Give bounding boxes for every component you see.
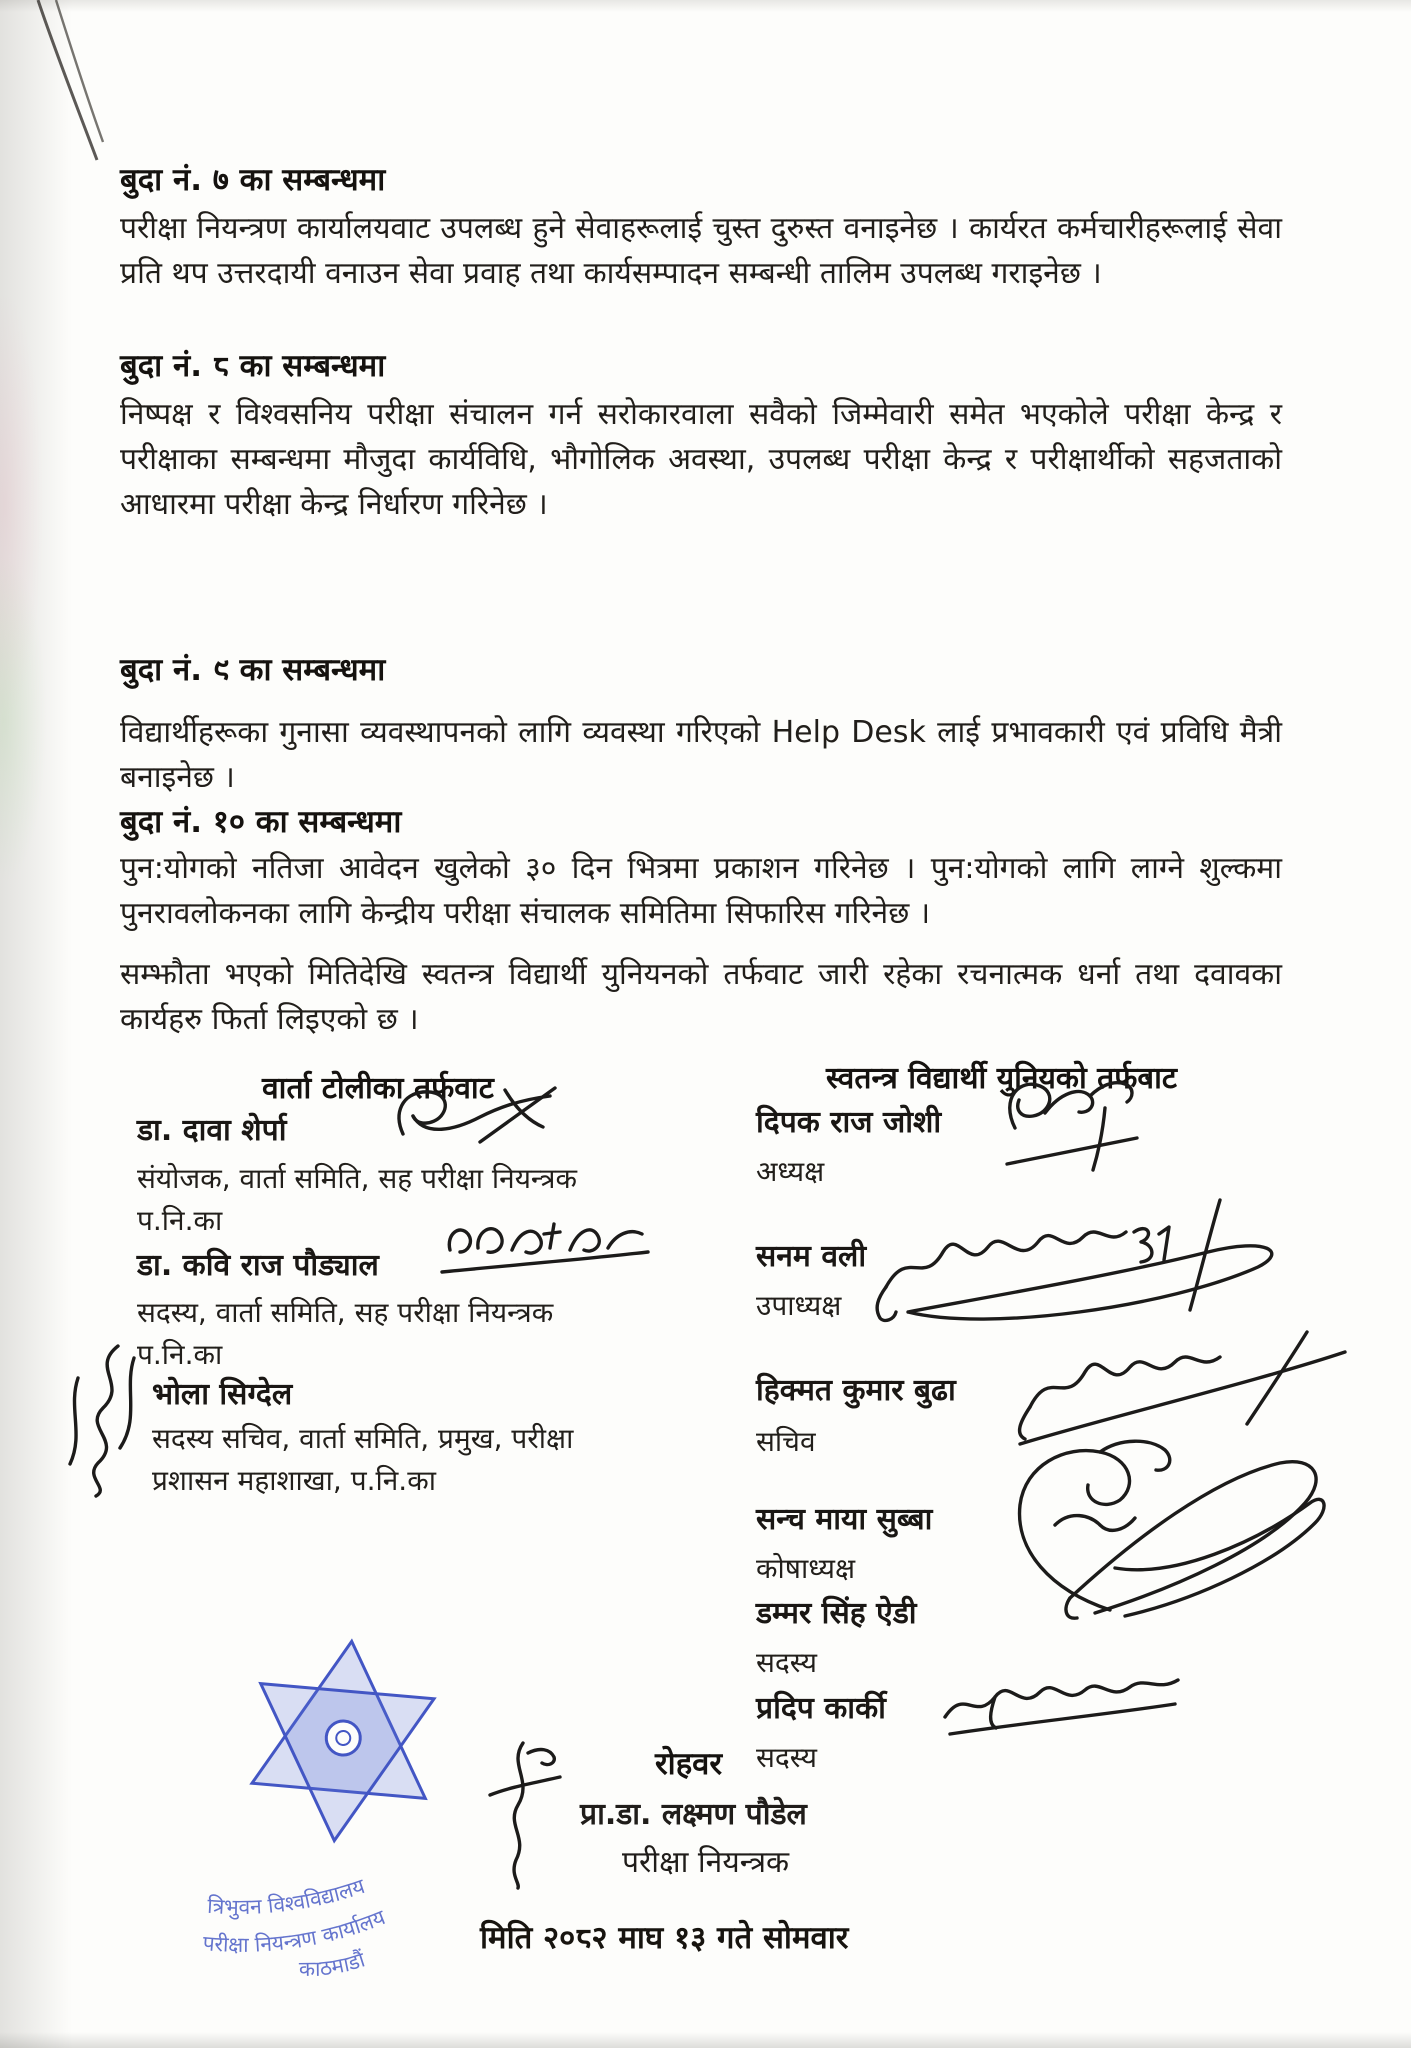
signature-dawa-sherpa [385,1082,565,1167]
scan-edge-top-shading [0,0,1411,12]
stamp-line1: त्रिभुवन विश्वविद्यालय [206,1874,368,1920]
signatory-name: डा. दावा शेर्पा [137,1113,287,1148]
signatory-name: डा. कवि राज पौड्याल [137,1248,379,1283]
office-stamp [138,1626,528,2026]
witness-name: प्रा.डा. लक्ष्मण पौडेल [580,1797,807,1832]
date-line: मिति २०८२ माघ १३ गते सोमवार [480,1920,849,1956]
signatory-org: प.नि.का [137,1338,223,1371]
signatory-role: सदस्य, वार्ता समिति, सह परीक्षा नियन्त्रक [137,1296,554,1329]
signatory-name: डम्मर सिंह ऐडी [756,1596,917,1631]
signatory-name: प्रदिप कार्की [756,1691,886,1726]
signatory-role: सदस्य [756,1741,817,1774]
signatory-role: कोषाध्यक्ष [756,1552,856,1585]
signature-kabi-raj-paudyal [438,1212,653,1284]
heading-point-7: बुदा नं. ७ का सम्बन्धमा [120,162,386,198]
scan-smudge-pink [0,290,44,720]
scan-smudge-green [0,560,46,880]
signatory-name: सन्च माया सुब्बा [756,1502,933,1537]
body-point-10: पुन:योगको नतिजा आवेदन खुलेको ३० दिन भित्रमा प्रकाशन गरिनेछ । पुन:योगको लागि लाग्ने शुल्कमा पुनरावलोकनका लागि केन्द्रीय परीक्षा संचालक समितिमा सिफारिस गरिनेछ । [120,851,1282,931]
signatory-name: हिक्मत कुमार बुढा [756,1373,956,1408]
signatory-org: प.नि.का [137,1204,223,1237]
signature-pradip-karki [930,1662,1195,1757]
body-point-7: परीक्षा नियन्त्रण कार्यालयवाट उपलब्ध हुने सेवाहरूलाई चुस्त दुरुस्त वनाइनेछ । कार्यरत कर्मचारीहरूलाई सेवा प्रति थप उत्तरदायी वनाउन सेवा प्रवाह तथा कार्यसम्पादन सम्बन्धी तालिम उपलब्ध गराइनेछ । [120,211,1282,291]
signatory-role: संयोजक, वार्ता समिति, सह परीक्षा नियन्त्रक [137,1162,577,1195]
stamp-line3: काठमाडौं [298,1947,368,1982]
scan-edge-bottom-shading [0,2032,1411,2048]
body-point-9: विद्यार्थीहरूका गुनासा व्यवस्थापनको लागि व्यवस्था गरिएको Help Desk लाई प्रभावकारी एवं प्रविधि मैत्री बनाइनेछ । [120,715,1282,795]
closing-paragraph: सम्झौता भएको मितिदेखि स्वतन्त्र विद्यार्थी युनियनको तर्फवाट जारी रहेका रचनात्मक धर्ना तथा दवावका कार्यहरु फिर्ता लिइएको छ । [120,957,1282,1037]
witness-label: रोहवर [655,1746,723,1782]
left-party-heading: वार्ता टोलीका तर्फवाट [262,1071,494,1106]
scan-edge-left-shading [0,0,72,2048]
signature-dammar-singh-aidi [1055,1448,1350,1643]
right-party-heading: स्वतन्त्र विद्यार्थी युनियको तर्फवाट [826,1061,1177,1096]
signatory-role: उपाध्यक्ष [756,1289,842,1322]
signatory-name: सनम वली [756,1239,867,1274]
signatory-role: सदस्य [756,1646,817,1679]
star-icon [248,1634,439,1848]
signatory-name: दिपक राज जोशी [756,1105,942,1140]
heading-point-9: बुदा नं. ९ का सम्बन्धमा [120,652,386,688]
signature-dipak-raj-joshi [985,1068,1180,1203]
witness-role: परीक्षा नियन्त्रक [622,1845,790,1880]
signatory-role: अध्यक्ष [756,1155,825,1188]
signature-bhola-sigdel [48,1338,160,1498]
heading-point-10: बुदा नं. १० का सम्बन्धमा [120,804,402,840]
signatory-name: भोला सिग्देल [152,1377,293,1412]
signatory-org: प्रशासन महाशाखा, प.नि.का [152,1464,436,1497]
body-point-8: निष्पक्ष र विश्वसनिय परीक्षा संचालन गर्न सरोकारवाला सवैको जिम्मेवारी समेत भएकोले परीक्षा केन्द्र र परीक्षाका सम्बन्धमा मौजुदा कार्यविधि, भौगोलिक अवस्था, उपलब्ध परीक्षा केन्द्र र परीक्षार्थीको सहजताको आधारमा परीक्षा केन्द्र निर्धारण गरिनेछ । [120,397,1282,522]
signatory-role: सदस्य सचिव, वार्ता समिति, प्रमुख, परीक्षा [152,1422,574,1455]
heading-point-8: बुदा नं. ८ का सम्बन्धमा [120,348,386,384]
signatory-role: सचिव [756,1425,816,1458]
stamp-line2: परीक्षा नियन्त्रण कार्यालय [201,1905,389,1957]
